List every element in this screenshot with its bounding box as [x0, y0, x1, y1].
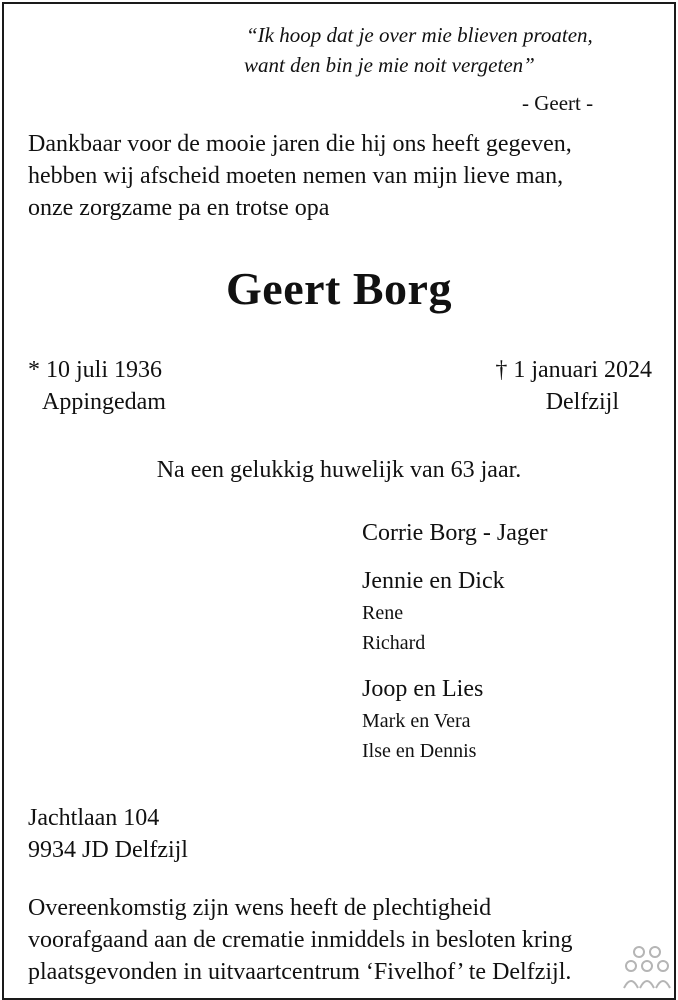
address-city: 9934 JD Delfzijl — [28, 837, 188, 863]
birth-date: * 10 juli 1936 — [28, 357, 163, 383]
death-place: Delfzijl — [545, 389, 619, 415]
spouse-name: Corrie Borg - Jager — [362, 520, 548, 546]
family-member: Richard — [362, 632, 426, 654]
intro-line-3: onze zorgzame pa en trotse opa — [28, 195, 330, 221]
family-member: Ilse en Dennis — [362, 740, 477, 762]
family-group-head: Jennie en Dick — [362, 568, 505, 594]
deceased-name: Geert Borg — [226, 263, 452, 314]
family-member: Mark en Vera — [362, 710, 471, 732]
birth-place: Appingedam — [42, 389, 166, 415]
intro-line-2: hebben wij afscheid moeten nemen van mijn lieve man, — [28, 163, 564, 189]
intro-line-1: Dankbaar voor de mooie jaren die hij ons heeft gegeven, — [28, 131, 572, 157]
closing-line-1: Overeenkomstig zijn wens heeft de plechtigheid — [28, 895, 492, 921]
obituary-card — [2, 2, 676, 1000]
people-group-icon — [622, 944, 672, 994]
family-member: Rene — [362, 602, 404, 624]
death-date: † 1 januari 2024 — [495, 357, 652, 383]
quote-line-2: want den bin je mie noit vergeten” — [244, 53, 535, 77]
marriage-line: Na een gelukkig huwelijk van 63 jaar. — [156, 457, 522, 483]
quote-attribution: - Geert - — [522, 91, 594, 115]
closing-line-3: plaatsgevonden in uitvaartcentrum ‘Fivelhof’ te Delfzijl. — [28, 959, 572, 985]
address-street: Jachtlaan 104 — [28, 805, 160, 831]
family-group-head: Joop en Lies — [362, 676, 484, 702]
closing-line-2: voorafgaand aan de crematie inmiddels in besloten kring — [28, 927, 573, 953]
quote-line-1: “Ik hoop dat je over mie blieven proaten, — [246, 23, 593, 47]
